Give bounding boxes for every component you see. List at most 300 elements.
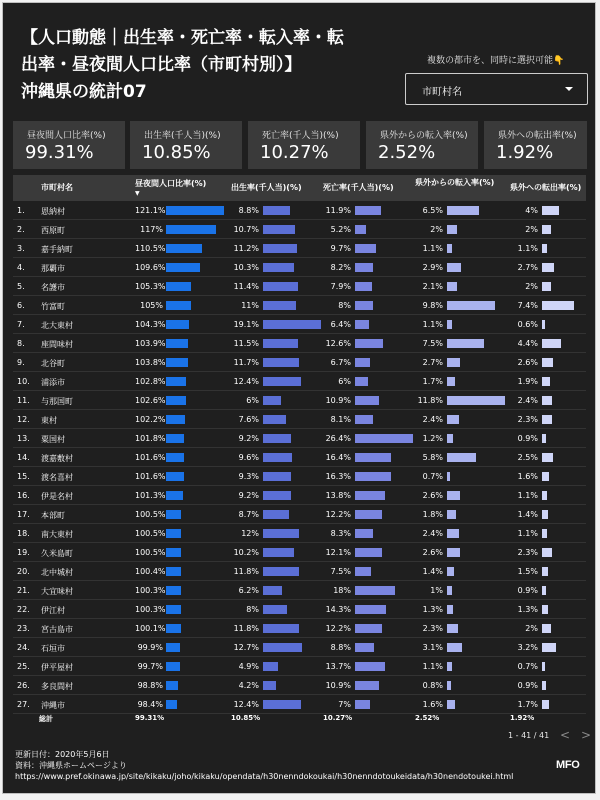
cell-inrate-value: 1.1% (422, 244, 443, 253)
cell-birth-value: 11.8% (233, 567, 259, 576)
table-row[interactable] (13, 524, 586, 543)
cell-daynight-bar (166, 472, 184, 481)
table-row[interactable] (13, 220, 586, 239)
cell-daynight-value: 117% (140, 225, 163, 234)
scorecard-outrate (484, 121, 587, 169)
cell-birth-value: 6.2% (238, 586, 259, 595)
cell-birth-bar (263, 225, 295, 234)
municipality-filter-dropdown[interactable] (405, 73, 588, 105)
cell-birth-value: 12.4% (233, 700, 259, 709)
cell-inrate-bar (447, 548, 460, 557)
row-municipality-name: 本部町 (41, 511, 65, 520)
cell-inrate-value: 2.9% (422, 263, 443, 272)
totals-label: 総計 (39, 715, 53, 723)
row-rank: 6. (17, 301, 25, 310)
cell-inrate-value: 1.6% (422, 700, 443, 709)
table-row[interactable] (13, 695, 586, 714)
table-row[interactable] (13, 486, 586, 505)
scorecard-label: 県外からの転入率(%) (380, 131, 468, 141)
table-row[interactable] (13, 562, 586, 581)
row-rank: 19. (17, 548, 30, 557)
cell-inrate-value: 0.7% (422, 472, 443, 481)
row-municipality-name: 西原町 (41, 226, 65, 235)
scorecard-daynight (13, 121, 125, 169)
cell-birth-value: 6% (246, 396, 259, 405)
footer (15, 749, 575, 782)
cell-birth-bar (263, 700, 301, 709)
title-line-2: 出率・昼夜間人口比率（市町村別）】 (21, 55, 302, 75)
cell-inrate-bar (447, 377, 455, 386)
table-row[interactable] (13, 201, 586, 220)
cell-birth-bar (263, 282, 298, 291)
cell-daynight-value: 102.6% (135, 396, 166, 405)
cell-daynight-bar (166, 510, 181, 519)
table-header (13, 175, 586, 201)
mfo-logo: MFO (556, 759, 580, 771)
cell-inrate-bar (447, 320, 452, 329)
cell-inrate-bar (447, 700, 455, 709)
cell-death-value: 8.2% (330, 263, 351, 272)
table-row[interactable] (13, 619, 586, 638)
cell-daynight-bar (166, 662, 180, 671)
row-rank: 14. (17, 453, 30, 462)
row-rank: 17. (17, 510, 30, 519)
row-municipality-name: 浦添市 (41, 378, 65, 387)
cell-inrate-value: 1.7% (422, 377, 443, 386)
cell-death-bar (355, 472, 391, 481)
table-row[interactable] (13, 448, 586, 467)
cell-birth-value: 12.7% (233, 643, 259, 652)
cell-death-value: 14.3% (325, 605, 351, 614)
scorecard-value: 10.85% (142, 142, 211, 163)
cell-birth-value: 9.2% (238, 491, 259, 500)
cell-death-value: 6.4% (330, 320, 351, 329)
cell-daynight-bar (166, 624, 181, 633)
col-header-inrate[interactable]: 県外からの転入率(%) (415, 178, 495, 187)
cell-birth-bar (263, 339, 298, 348)
cell-birth-value: 4.2% (238, 681, 259, 690)
row-rank: 27. (17, 700, 30, 709)
row-rank: 12. (17, 415, 30, 424)
cell-inrate-bar (447, 263, 461, 272)
cell-outrate-value: 7.4% (517, 301, 538, 310)
col-header-outrate[interactable]: 県外への転出率(%) (510, 183, 582, 192)
cell-birth-bar (263, 244, 297, 253)
sort-desc-icon: ▼ (135, 190, 140, 197)
cell-outrate-bar (542, 282, 551, 291)
table-totals-row (13, 713, 586, 725)
cell-birth-value: 9.3% (238, 472, 259, 481)
cell-outrate-bar (542, 529, 547, 538)
cell-daynight-bar (166, 548, 181, 557)
cell-outrate-bar (542, 586, 546, 595)
table-row[interactable] (13, 600, 586, 619)
cell-inrate-bar (447, 681, 451, 690)
cell-outrate-bar (542, 263, 554, 272)
cell-inrate-value: 3.1% (422, 643, 443, 652)
cell-death-bar (355, 700, 370, 709)
cell-daynight-value: 104.3% (135, 320, 166, 329)
cell-daynight-value: 98.4% (137, 700, 163, 709)
cell-outrate-value: 1.9% (517, 377, 538, 386)
title-line-3: 沖縄県の統計07 (21, 82, 147, 102)
scorecard-value: 1.92% (496, 142, 554, 163)
cell-daynight-bar (166, 301, 191, 310)
cell-birth-value: 10.3% (233, 263, 259, 272)
cell-outrate-value: 2.3% (517, 415, 538, 424)
cell-daynight-value: 100.5% (135, 529, 166, 538)
table-row[interactable] (13, 505, 586, 524)
cell-birth-bar (263, 377, 301, 386)
cell-death-bar (355, 282, 372, 291)
cell-death-value: 16.4% (325, 453, 351, 462)
scorecard-label: 死亡率(千人当)(%) (262, 131, 339, 141)
row-municipality-name: 嘉手納町 (41, 245, 73, 254)
cell-daynight-bar (166, 396, 186, 405)
cell-birth-value: 7.6% (238, 415, 259, 424)
cell-inrate-bar (447, 605, 453, 614)
filter-note: 複数の都市を、同時に選択可能👇 (427, 56, 565, 66)
chevron-down-icon (565, 87, 573, 91)
cell-daynight-value: 101.8% (135, 434, 166, 443)
municipality-table (13, 175, 596, 723)
cell-daynight-bar (166, 282, 191, 291)
cell-birth-bar (263, 396, 281, 405)
report-canvas (2, 2, 596, 794)
totals-death: 10.27% (323, 714, 353, 722)
cell-birth-value: 12% (241, 529, 259, 538)
cell-inrate-value: 6.5% (422, 206, 443, 215)
cell-birth-value: 11.4% (233, 282, 259, 291)
scorecard-label: 昼夜間人口比率(%) (27, 131, 106, 141)
cell-outrate-bar (542, 624, 551, 633)
cell-daynight-value: 105% (140, 301, 163, 310)
cell-daynight-bar (166, 263, 200, 272)
cell-inrate-bar (447, 643, 462, 652)
cell-death-value: 12.2% (325, 624, 351, 633)
cell-birth-bar (263, 301, 296, 310)
cell-daynight-bar (166, 244, 202, 253)
cell-daynight-bar (166, 415, 185, 424)
totals-birth: 10.85% (231, 714, 261, 722)
cell-death-bar (355, 434, 413, 443)
row-rank: 5. (17, 282, 25, 291)
row-rank: 7. (17, 320, 25, 329)
cell-inrate-bar (447, 529, 459, 538)
col-header-daynight[interactable] (135, 179, 206, 199)
cell-death-value: 12.6% (325, 339, 351, 348)
cell-daynight-value: 102.2% (135, 415, 166, 424)
table-row[interactable] (13, 239, 586, 258)
cell-birth-value: 8.7% (238, 510, 259, 519)
cell-inrate-value: 1.1% (422, 662, 443, 671)
cell-inrate-bar (447, 586, 452, 595)
cell-birth-bar (263, 491, 291, 500)
cell-death-bar (355, 548, 382, 557)
cell-outrate-value: 2% (525, 282, 538, 291)
col-header-birth[interactable]: 出生率(千人当)(%) (231, 183, 302, 192)
table-row[interactable] (13, 277, 586, 296)
cell-outrate-value: 0.7% (517, 662, 538, 671)
footer-source-url[interactable]: https://www.pref.okinawa.jp/site/kikaku/joho/kikaku/opendata/h30nenndokoukai/h30nenndotoukeidata/h30nendotoukei.html (15, 772, 514, 781)
cell-inrate-bar (447, 358, 460, 367)
table-row[interactable] (13, 258, 586, 277)
cell-inrate-bar (447, 491, 460, 500)
cell-daynight-value: 100.4% (135, 567, 166, 576)
cell-daynight-value: 99.7% (137, 662, 163, 671)
cell-outrate-bar (542, 662, 545, 671)
table-row[interactable] (13, 410, 586, 429)
cell-outrate-value: 2.7% (517, 263, 538, 272)
cell-death-bar (355, 567, 371, 576)
table-row[interactable] (13, 315, 586, 334)
cell-outrate-bar (542, 605, 548, 614)
cell-outrate-bar (542, 700, 549, 709)
cell-daynight-bar (166, 434, 184, 443)
cell-daynight-value: 103.9% (135, 339, 166, 348)
cell-birth-value: 11.7% (233, 358, 259, 367)
cell-inrate-bar (447, 434, 453, 443)
table-row[interactable] (13, 543, 586, 562)
cell-birth-bar (263, 586, 282, 595)
cell-daynight-bar (166, 567, 181, 576)
scorecard-label: 県外への転出率(%) (498, 131, 577, 141)
cell-inrate-bar (447, 415, 459, 424)
cell-outrate-bar (542, 377, 550, 386)
row-rank: 18. (17, 529, 30, 538)
cell-death-bar (355, 206, 381, 215)
cell-daynight-bar (166, 643, 180, 652)
cell-inrate-value: 5.8% (422, 453, 443, 462)
cell-outrate-value: 4% (525, 206, 538, 215)
cell-birth-bar (263, 567, 299, 576)
cell-birth-bar (263, 681, 276, 690)
prev-page-button[interactable]: < (560, 728, 571, 742)
cell-inrate-bar (447, 339, 484, 348)
cell-outrate-bar (542, 358, 553, 367)
cell-outrate-value: 1.4% (517, 510, 538, 519)
cell-inrate-bar (447, 662, 452, 671)
cell-daynight-bar (166, 491, 183, 500)
cell-outrate-bar (542, 472, 549, 481)
cell-inrate-bar (447, 624, 458, 633)
footer-updated: 更新日付：2020年5月6日 (15, 750, 110, 759)
cell-daynight-bar (166, 605, 181, 614)
row-rank: 10. (17, 377, 30, 386)
table-row[interactable] (13, 467, 586, 486)
cell-inrate-value: 2% (430, 225, 443, 234)
cell-daynight-value: 100.3% (135, 605, 166, 614)
cell-death-value: 11.9% (325, 206, 351, 215)
cell-daynight-bar (166, 700, 177, 709)
cell-outrate-value: 0.9% (517, 586, 538, 595)
cell-outrate-bar (542, 643, 556, 652)
row-municipality-name: 那覇市 (41, 264, 65, 273)
cell-inrate-value: 9.8% (422, 301, 443, 310)
cell-inrate-bar (447, 567, 454, 576)
table-row[interactable] (13, 391, 586, 410)
cell-outrate-bar (542, 453, 553, 462)
cell-daynight-value: 99.9% (137, 643, 163, 652)
row-rank: 13. (17, 434, 30, 443)
cell-outrate-value: 0.9% (517, 434, 538, 443)
row-rank: 20. (17, 567, 30, 576)
cell-outrate-bar (542, 548, 552, 557)
cell-outrate-bar (542, 491, 547, 500)
cell-birth-bar (263, 453, 292, 462)
row-municipality-name: 渡嘉敷村 (41, 454, 73, 463)
cell-death-bar (355, 263, 373, 272)
cell-birth-value: 8.8% (238, 206, 259, 215)
cell-daynight-value: 101.6% (135, 453, 166, 462)
footer-source: 資料：沖縄県ホームページより (15, 761, 127, 770)
scorecard-value: 99.31% (25, 142, 94, 163)
cell-daynight-bar (166, 529, 181, 538)
cell-birth-value: 11% (241, 301, 259, 310)
row-municipality-name: 渡名喜村 (41, 473, 73, 482)
cell-death-value: 12.1% (325, 548, 351, 557)
cell-death-bar (355, 415, 373, 424)
cell-outrate-value: 2.3% (517, 548, 538, 557)
cell-birth-value: 11.8% (233, 624, 259, 633)
table-row[interactable] (13, 581, 586, 600)
cell-daynight-bar (166, 377, 186, 386)
row-municipality-name: 恩納村 (41, 207, 65, 216)
row-municipality-name: 北谷町 (41, 359, 65, 368)
cell-outrate-value: 0.9% (517, 681, 538, 690)
cell-daynight-value: 98.8% (137, 681, 163, 690)
cell-inrate-bar (447, 301, 495, 310)
table-row[interactable] (13, 353, 586, 372)
cell-birth-bar (263, 624, 299, 633)
cell-death-bar (355, 529, 373, 538)
cell-outrate-bar (542, 225, 551, 234)
table-row[interactable] (13, 334, 586, 353)
row-municipality-name: 竹富町 (41, 302, 65, 311)
cell-death-value: 8% (338, 301, 351, 310)
cell-birth-value: 12.4% (233, 377, 259, 386)
totals-daynight: 99.31% (135, 714, 165, 722)
cell-death-bar (355, 605, 386, 614)
cell-death-bar (355, 320, 369, 329)
cell-inrate-value: 1.4% (422, 567, 443, 576)
scorecard-value: 2.52% (378, 142, 436, 163)
cell-birth-bar (263, 320, 321, 329)
table-row[interactable] (13, 676, 586, 695)
totals-inrate: 2.52% (415, 714, 440, 722)
cell-inrate-bar (447, 472, 450, 481)
cell-outrate-bar (542, 396, 552, 405)
row-municipality-name: 久米島町 (41, 549, 73, 558)
cell-daynight-bar (166, 586, 181, 595)
cell-birth-bar (263, 472, 291, 481)
cell-outrate-value: 1.5% (517, 567, 538, 576)
cell-outrate-bar (542, 415, 552, 424)
cell-birth-value: 10.7% (233, 225, 259, 234)
cell-daynight-value: 101.3% (135, 491, 166, 500)
col-header-name[interactable]: 市町村名 (41, 183, 73, 192)
row-municipality-name: 多良間村 (41, 682, 73, 691)
cell-daynight-value: 110.5% (135, 244, 166, 253)
row-rank: 11. (17, 396, 30, 405)
cell-inrate-value: 2.4% (422, 415, 443, 424)
row-municipality-name: 名護市 (41, 283, 65, 292)
cell-inrate-value: 2.4% (422, 529, 443, 538)
scorecard-value: 10.27% (260, 142, 329, 163)
table-row[interactable] (13, 372, 586, 391)
table-row[interactable] (13, 638, 586, 657)
cell-birth-bar (263, 415, 286, 424)
cell-death-value: 7.9% (330, 282, 351, 291)
cell-death-value: 18% (333, 586, 351, 595)
cell-inrate-value: 7.5% (422, 339, 443, 348)
cell-birth-bar (263, 548, 294, 557)
cell-daynight-bar (166, 225, 216, 234)
cell-daynight-value: 100.5% (135, 548, 166, 557)
table-row[interactable] (13, 657, 586, 676)
row-rank: 25. (17, 662, 30, 671)
cell-birth-bar (263, 510, 289, 519)
cell-outrate-bar (542, 681, 546, 690)
table-row[interactable] (13, 296, 586, 315)
next-page-button[interactable]: > (581, 728, 592, 742)
cell-daynight-value: 102.8% (135, 377, 166, 386)
cell-inrate-bar (447, 225, 457, 234)
col-header-daynight-label: 昼夜間人口比率(%) (135, 179, 207, 188)
pagination-info: 1 - 41 / 41 (508, 731, 550, 740)
row-municipality-name: 大宜味村 (41, 587, 73, 596)
cell-daynight-value: 101.6% (135, 472, 166, 481)
row-rank: 16. (17, 491, 30, 500)
cell-inrate-value: 11.8% (417, 396, 443, 405)
cell-death-value: 9.7% (330, 244, 351, 253)
cell-inrate-value: 1% (430, 586, 443, 595)
cell-outrate-bar (542, 510, 548, 519)
cell-death-bar (355, 396, 379, 405)
cell-outrate-bar (542, 434, 546, 443)
cell-outrate-value: 2.6% (517, 358, 538, 367)
cell-death-value: 7% (338, 700, 351, 709)
cell-death-bar (355, 301, 373, 310)
cell-outrate-value: 1.1% (517, 529, 538, 538)
scorecard-death (248, 121, 360, 169)
cell-outrate-value: 3.2% (517, 643, 538, 652)
cell-daynight-bar (166, 206, 224, 215)
row-rank: 9. (17, 358, 25, 367)
row-municipality-name: 伊平屋村 (41, 663, 73, 672)
table-row[interactable] (13, 429, 586, 448)
cell-outrate-value: 2% (525, 624, 538, 633)
cell-death-value: 7.5% (330, 567, 351, 576)
totals-outrate: 1.92% (510, 714, 535, 722)
cell-inrate-bar (447, 396, 505, 405)
row-municipality-name: 伊江村 (41, 606, 65, 615)
cell-outrate-bar (542, 301, 574, 310)
row-municipality-name: 沖縄市 (41, 701, 65, 710)
cell-outrate-value: 1.3% (517, 605, 538, 614)
col-header-death[interactable]: 死亡率(千人当)(%) (323, 183, 394, 192)
cell-daynight-bar (166, 358, 188, 367)
cell-death-bar (355, 586, 395, 595)
cell-outrate-value: 1.6% (517, 472, 538, 481)
cell-death-bar (355, 225, 366, 234)
cell-death-bar (355, 339, 383, 348)
cell-death-value: 8.3% (330, 529, 351, 538)
cell-outrate-bar (542, 339, 561, 348)
cell-birth-bar (263, 605, 287, 614)
cell-death-value: 8.1% (330, 415, 351, 424)
row-rank: 1. (17, 206, 25, 215)
